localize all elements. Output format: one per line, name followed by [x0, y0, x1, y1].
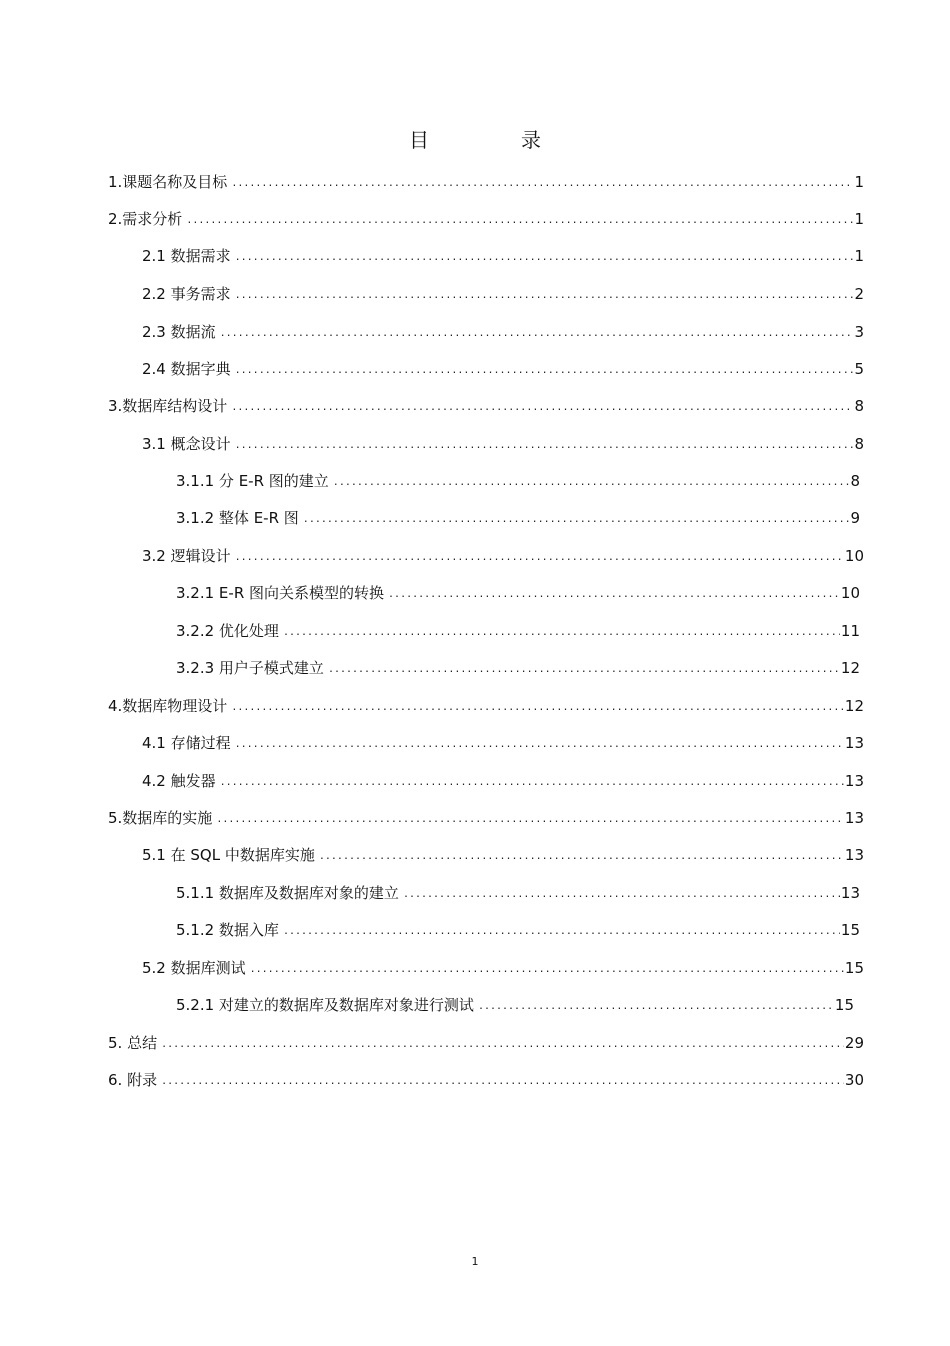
toc-entry[interactable]	[142, 768, 864, 794]
toc-entry-label: 3.2.1 E-R 图向关系模型的转换	[176, 584, 385, 602]
toc-entry-label: 5.1 在 SQL 中数据库实施	[142, 846, 315, 864]
toc-entry[interactable]	[142, 431, 864, 457]
toc-entry[interactable]	[142, 319, 864, 345]
toc-title-char-2: 录	[521, 128, 541, 152]
toc-entry-page: 8	[850, 472, 860, 490]
toc-leader-dots	[231, 693, 844, 719]
toc-leader-dots	[235, 543, 844, 569]
toc-leader-dots	[283, 618, 840, 644]
toc-leader-dots	[303, 505, 850, 531]
toc-entry-label: 3.2.2 优化处理	[176, 622, 279, 640]
toc-leader-dots	[231, 393, 853, 419]
toc-leader-dots	[235, 431, 854, 457]
toc-entry-page: 1	[854, 173, 864, 191]
toc-leader-dots	[478, 992, 834, 1018]
toc-leader-dots	[319, 842, 844, 868]
toc-leader-dots	[216, 805, 844, 831]
toc-entry-page: 10	[840, 584, 860, 602]
toc-leader-dots	[235, 356, 854, 382]
toc-entry[interactable]	[142, 281, 864, 307]
toc-leader-dots	[231, 169, 853, 195]
toc-entry-page: 15	[844, 959, 864, 977]
toc-entry-page: 9	[850, 509, 860, 527]
toc-entry-page: 12	[844, 697, 864, 715]
toc-entry-label: 3.数据库结构设计	[108, 397, 228, 415]
toc-entry-page: 11	[840, 622, 860, 640]
toc-leader-dots	[403, 880, 840, 906]
toc-entry-page: 8	[854, 435, 864, 453]
toc-entry-page: 15	[834, 996, 854, 1014]
toc-entry[interactable]	[142, 842, 864, 868]
toc-leader-dots	[220, 768, 844, 794]
toc-entry-label: 4.数据库物理设计	[108, 697, 228, 715]
toc-entry-label: 5.1.1 数据库及数据库对象的建立	[176, 884, 399, 902]
toc-entry-label: 1.课题名称及目标	[108, 173, 228, 191]
toc-title	[0, 124, 950, 153]
toc-entry[interactable]	[142, 543, 864, 569]
toc-entry-page: 15	[840, 921, 860, 939]
toc-entry-label: 5.2.1 对建立的数据库及数据库对象进行测试	[176, 996, 474, 1014]
toc-entry[interactable]	[142, 243, 864, 269]
toc-entry-page: 13	[840, 884, 860, 902]
toc-entry-page: 5	[854, 360, 864, 378]
toc-entry[interactable]	[108, 393, 864, 419]
toc-title-char-1: 目	[409, 128, 429, 152]
toc-entry[interactable]	[108, 1030, 864, 1056]
toc-entry-page: 1	[854, 210, 864, 228]
toc-leader-dots	[333, 468, 850, 494]
toc-entry-label: 3.1 概念设计	[142, 435, 231, 453]
toc-entry[interactable]	[108, 206, 864, 232]
toc-entry[interactable]	[108, 805, 864, 831]
toc-entry-label: 3.1.2 整体 E-R 图	[176, 509, 299, 527]
toc-entry[interactable]	[176, 655, 860, 681]
toc-entry-page: 8	[854, 397, 864, 415]
toc-leader-dots	[250, 955, 844, 981]
toc-entry-page: 13	[844, 734, 864, 752]
toc-entry-label: 2.2 事务需求	[142, 285, 231, 303]
toc-leader-dots	[161, 1030, 844, 1056]
toc-entry-label: 6. 附录	[108, 1071, 158, 1089]
toc-entry-label: 2.1 数据需求	[142, 247, 231, 265]
toc-leader-dots	[388, 580, 840, 606]
toc-entry-label: 5.数据库的实施	[108, 809, 213, 827]
toc-leader-dots	[220, 319, 854, 345]
toc-entry-page: 3	[854, 323, 864, 341]
toc-entry[interactable]	[176, 992, 854, 1018]
toc-entry-label: 3.2.3 用户子模式建立	[176, 659, 324, 677]
toc-entry-label: 5.2 数据库测试	[142, 959, 246, 977]
toc-leader-dots	[328, 655, 840, 681]
toc-entry[interactable]	[108, 693, 864, 719]
toc-entry-page: 29	[844, 1034, 864, 1052]
toc-leader-dots	[235, 730, 844, 756]
toc-entry-page: 2	[854, 285, 864, 303]
toc-entry-label: 5. 总结	[108, 1034, 158, 1052]
toc-entry-label: 4.2 触发器	[142, 772, 216, 790]
toc-leader-dots	[235, 243, 854, 269]
toc-entry[interactable]	[176, 468, 860, 494]
toc-entry[interactable]	[176, 917, 860, 943]
toc-entry-page: 13	[844, 846, 864, 864]
toc-leader-dots	[235, 281, 854, 307]
toc-entry-page: 10	[844, 547, 864, 565]
toc-entry-page: 1	[854, 247, 864, 265]
toc-entry[interactable]	[142, 730, 864, 756]
toc-entry-label: 2.4 数据字典	[142, 360, 231, 378]
toc-entry[interactable]	[108, 169, 864, 195]
toc-entry-page: 13	[844, 772, 864, 790]
toc-entry-page: 12	[840, 659, 860, 677]
toc-entry-label: 5.1.2 数据入库	[176, 921, 279, 939]
toc-entry-label: 2.需求分析	[108, 210, 183, 228]
toc-entry-page: 13	[844, 809, 864, 827]
toc-entry[interactable]	[108, 1067, 864, 1093]
page-number: 1	[471, 1255, 479, 1268]
toc-entry[interactable]	[142, 356, 864, 382]
toc-entry[interactable]	[176, 880, 860, 906]
toc-entry-label: 2.3 数据流	[142, 323, 216, 341]
toc-entry[interactable]	[176, 618, 860, 644]
toc-leader-dots	[283, 917, 840, 943]
toc-entry-label: 3.2 逻辑设计	[142, 547, 231, 565]
toc-entry-page: 30	[844, 1071, 864, 1089]
toc-entry[interactable]	[176, 505, 860, 531]
toc-entry[interactable]	[142, 955, 864, 981]
toc-entry[interactable]	[176, 580, 860, 606]
toc-entry-label: 3.1.1 分 E-R 图的建立	[176, 472, 329, 490]
toc-leader-dots	[186, 206, 853, 232]
toc-entry-label: 4.1 存储过程	[142, 734, 231, 752]
toc-leader-dots	[161, 1067, 844, 1093]
